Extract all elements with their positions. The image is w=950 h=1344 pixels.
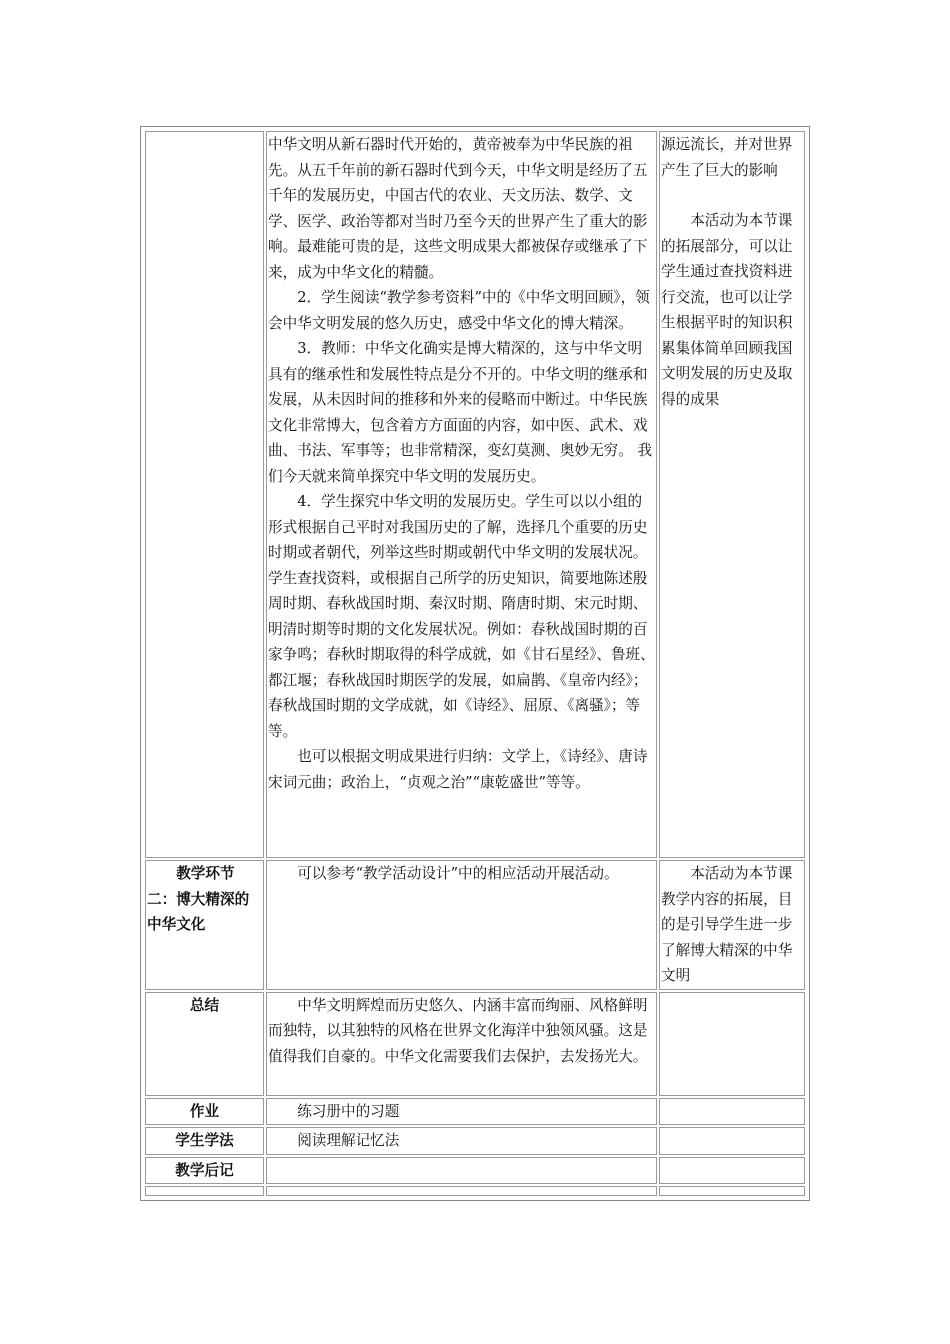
row-label: 教学后记 (145, 1157, 264, 1185)
row-note (659, 1157, 805, 1185)
row1-label-cell (145, 131, 264, 858)
note-text: 源远流长，并对世界产生了巨大的影响 (661, 136, 793, 179)
paragraph: 2．学生阅读“教学参考资料”中的《中华文明回顾》，领会中华文明发展的悠久历史，感受中华文化的博大精深。 (268, 289, 650, 332)
row-label: 作业 (145, 1098, 264, 1126)
table-row (145, 992, 805, 1096)
row-label: 学生学法 (145, 1127, 264, 1155)
row-note (659, 1127, 805, 1155)
empty-cell (266, 1186, 657, 1196)
paragraph: 中华文明从新石器时代开始的，黄帝被奉为中华民族的祖先。从五千年前的新石器时代到今天，中华文明是经历了五千年的发展历史，中国古代的农业、天文历法、数学、文学、医学、政治等都对当时乃至今天的世界产生了重大的影响。最难能可贵的是，这些文明成果大都被保存或继承了下来，成为中华文化的精髓。 (268, 136, 648, 281)
row-note: 本活动为本节课教学内容的拓展，目的是引导学生进一步了解博大精深的中华文明 (659, 860, 805, 990)
paragraph: 也可以根据文明成果进行归纳：文学上，《诗经》、唐诗宋词元曲；政治上，“贞观之治”“康乾盛世”等等。 (268, 748, 648, 791)
empty-cell (145, 1186, 264, 1196)
table-row (145, 1098, 805, 1126)
lesson-plan-table (140, 126, 810, 1201)
table-row (145, 860, 805, 990)
row1-content-cell (266, 131, 657, 858)
table-row (145, 1186, 805, 1196)
row-content: 阅读理解记忆法 (266, 1127, 657, 1155)
note-text: 本活动为本节课的拓展部分，可以让学生通过查找资料进行交流，也可以让学生根据平时的知识积累集体简单回顾我国文明发展的历史及取得的成果 (661, 212, 793, 408)
row-note (659, 992, 805, 1096)
empty-cell (659, 1186, 805, 1196)
row-content: 中华文明辉煌而历史悠久、内涵丰富而绚丽、风格鲜明而独特，以其独特的风格在世界文化海洋中独领风骚。这是值得我们自豪的。中华文化需要我们去保护，去发扬光大。 (266, 992, 657, 1096)
table-row (145, 1157, 805, 1185)
row1-note-cell (659, 131, 805, 858)
row-note (659, 1098, 805, 1126)
row-content (266, 1157, 657, 1185)
row-label: 总结 (145, 992, 264, 1096)
paragraph: 4．学生探究中华文明的发展历史。学生可以以小组的形式根据自己平时对我国历史的了解，选择几个重要的历史时期或者朝代，列举这些时期或朝代中华文明的发展状况。 学生查找资料，或根据自己所学的历史知识，简要地陈述殷周时期、春秋战国时期、秦汉时期、隋唐时期、宋元时期、明清时期等时期的文化发展状况。例如：春秋战国时期的百家争鸣；春秋时期取得的科学成就，如《甘石星经》、鲁班、都江堰；春秋战国时期医学的发展，如扁鹊、《皇帝内经》；春秋战国时期的文学成就，如《诗经》、屈原、《离骚》；等等。 (268, 493, 655, 740)
table-row (145, 1127, 805, 1155)
paragraph: 3．教师：中华文化确实是博大精深的，这与中华文明具有的继承性和发展性特点是分不开的。中华文明的继承和发展，从未因时间的推移和外来的侵略而中断过。中华民族文化非常博大，包含着方方面面的内容，如中医、武术、戏曲、书法、军事等；也非常精深，变幻莫测、奥妙无穷。 我们今天就来简单探究中华文明的发展历史。 (268, 340, 653, 485)
table-row (145, 131, 805, 858)
row-label: 教学环节二：博大精深的中华文化 (145, 860, 264, 990)
row-content: 练习册中的习题 (266, 1098, 657, 1126)
row-content: 可以参考“教学活动设计”中的相应活动开展活动。 (266, 860, 657, 990)
